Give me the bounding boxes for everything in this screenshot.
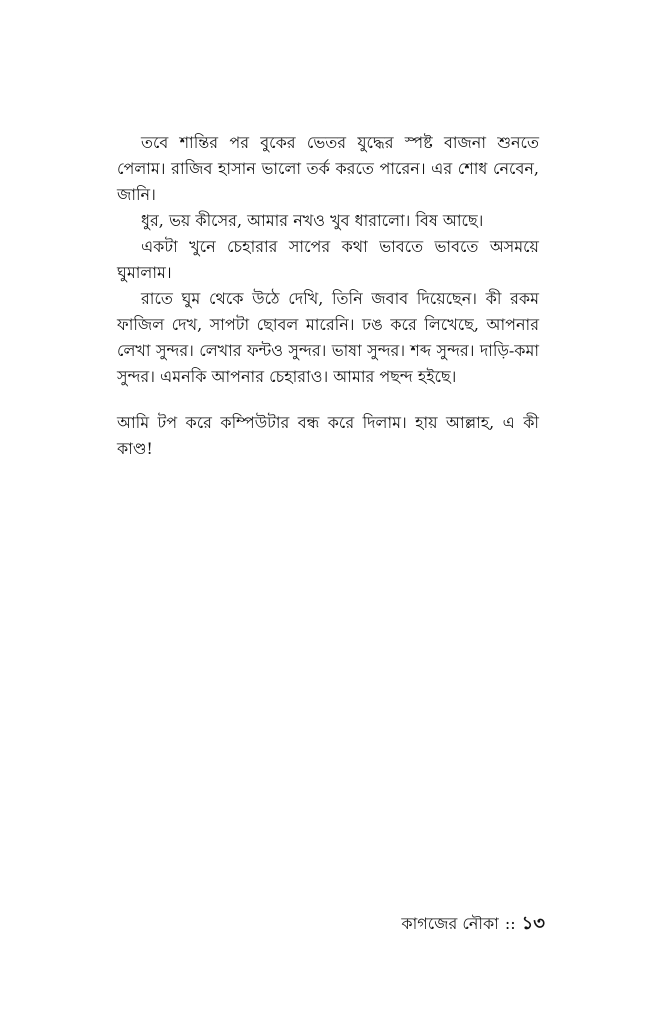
page-footer (401, 912, 545, 936)
book-title: কাগজের নৌকা (401, 914, 499, 933)
footer-separator: :: (504, 914, 516, 933)
closing-paragraph: আমি টপ করে কম্পিউটার বন্ধ করে দিলাম। হায় আল্লাহ, এ কী কাণ্ড! (117, 413, 539, 458)
page-number: ১৩ (521, 913, 545, 934)
paragraph-gap (117, 390, 539, 410)
paragraph: তবে শান্তির পর বুকের ভেতর যুদ্ধের স্পষ্ট বাজনা শুনতে পেলাম। রাজিব হাসান ভালো তর্ক করতে পারেন। এর শোধ নেবেন, জানি। (117, 133, 539, 204)
paragraph: ধুর, ভয় কীসের, আমার নখও খুব ধারালো। বিষ আছে। (141, 211, 484, 230)
body-text (117, 130, 539, 462)
paragraph: একটা খুনে চেহারার সাপের কথা ভাবতে ভাবতে অসময়ে ঘুমালাম। (117, 237, 539, 282)
paragraph: রাতে ঘুম থেকে উঠে দেখি, তিনি জবাব দিয়েছেন। কী রকম ফাজিল দেখ, সাপটা ছোবল মারেনি। ঢঙ করে লিখেছে, আপনার লেখা সুন্দর। লেখার ফন্টও সুন্দর। ভাষা সুন্দর। শব্দ সুন্দর। দাড়ি-কমা সুন্দর। এমনকি আপনার চেহারাও। আমার পছন্দ হইছে। (117, 289, 539, 386)
